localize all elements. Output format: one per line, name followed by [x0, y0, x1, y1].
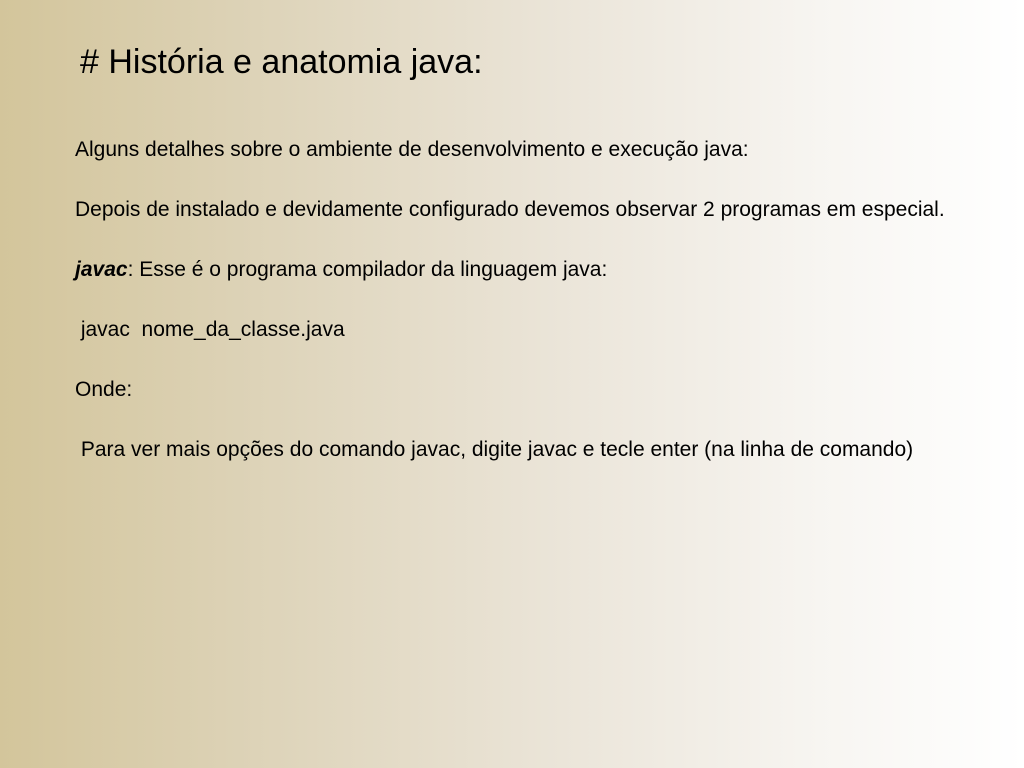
spacer — [75, 345, 955, 375]
javac-term: javac — [75, 258, 128, 281]
javac-paragraph — [75, 255, 955, 285]
intro-paragraph: Alguns detalhes sobre o ambiente de desenvolvimento e execução java: — [75, 138, 749, 161]
help-paragraph: Para ver mais opções do comando javac, digite javac e tecle enter (na linha de comando) — [75, 438, 914, 461]
slide-body — [75, 135, 955, 465]
onde-label: Onde: — [75, 378, 133, 401]
spacer — [75, 165, 955, 195]
slide-title: # História e anatomia java: — [80, 43, 483, 81]
install-paragraph: Depois de instalado e devidamente configurado devemos observar 2 programas em especial. — [75, 198, 945, 221]
spacer — [75, 285, 955, 315]
javac-description: : Esse é o programa compilador da linguagem java: — [127, 258, 608, 281]
command-example: javac nome_da_classe.java — [75, 318, 345, 341]
spacer — [75, 405, 955, 435]
spacer — [75, 225, 955, 255]
